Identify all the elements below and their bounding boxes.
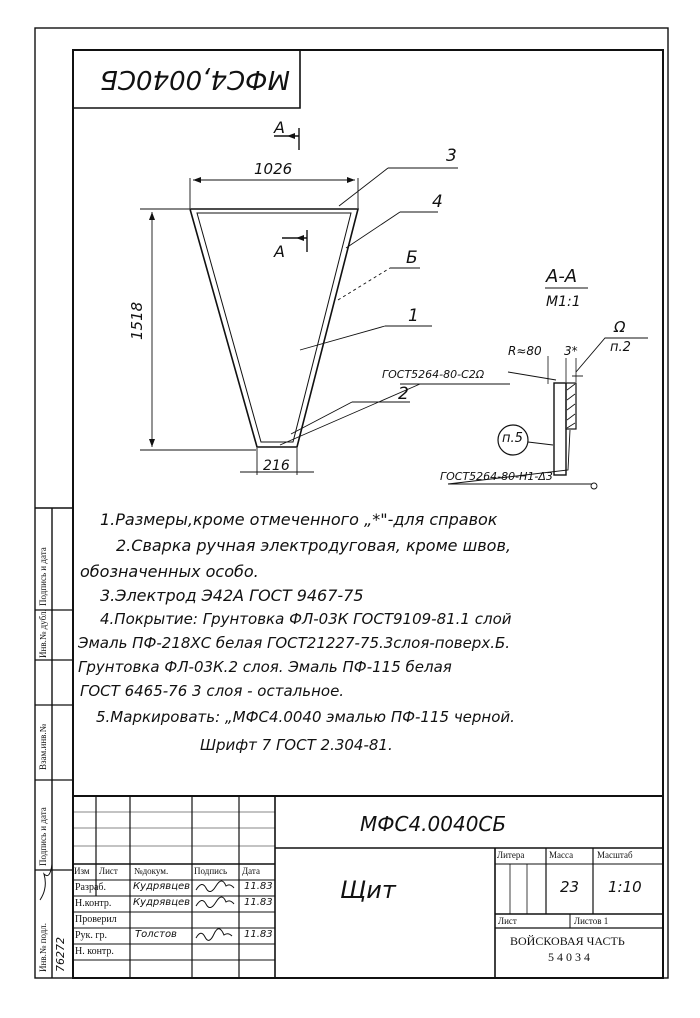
hdr-list: Лист	[99, 866, 118, 876]
callout-3: 3	[446, 146, 457, 166]
note-4d: ГОСТ 6465-76 3 слоя - остальное.	[80, 682, 345, 700]
role-razrab: Разраб.	[75, 882, 106, 893]
sig-date-1: 11.83	[244, 881, 273, 892]
weld-left-mark: Ω	[475, 368, 485, 381]
section-radius: R≈80	[508, 344, 542, 358]
section-gap: 3*	[564, 344, 578, 358]
sig-name-4: Толстов	[135, 929, 177, 940]
masshtab-value: 1:10	[608, 878, 642, 896]
part-name: Щит	[340, 876, 396, 904]
sig-name-1: Кудрявцев	[133, 881, 191, 892]
note-4: 4.Покрытие: Грунтовка ФЛ-03К ГОСТ9109-81.1 слой	[100, 610, 512, 628]
org-line-2: 5 4 0 3 4	[548, 950, 590, 964]
hdr-ndokum: №докум.	[134, 866, 169, 876]
section-omega-ref: п.2	[610, 340, 631, 355]
section-omega: Ω	[614, 318, 626, 336]
section-scale: М1:1	[546, 294, 581, 310]
note-5b: Шрифт 7 ГОСТ 2.304-81.	[200, 736, 393, 754]
weld-bottom-spec: ГОСТ5264-80-Н1-Δ3	[440, 470, 553, 483]
strip-label-inv-dubl: Инв.№ дубл.	[38, 609, 48, 658]
strip-label-vzam: Взам.инв.№	[38, 723, 48, 770]
label-list: Лист	[498, 916, 517, 926]
note-4b: Эмаль ПФ-218ХС белая ГОСТ21227-75.3слоя-поверх.Б.	[78, 634, 511, 652]
note-2b: обозначенных особо.	[80, 562, 259, 581]
sig-date-4: 11.83	[244, 929, 273, 940]
strip-label-inv-podl: Инв.№ подл.	[38, 922, 48, 972]
label-masshtab: Масштаб	[597, 850, 633, 860]
callout-1: 1	[408, 306, 419, 326]
role-nkontr2: Н. контр.	[75, 946, 114, 957]
section-title: А-А	[546, 266, 578, 287]
hdr-data: Дата	[242, 866, 260, 876]
org-line-1: ВОЙСКОВАЯ ЧАСТЬ	[510, 934, 625, 948]
section-circle-ref: п.5	[502, 431, 523, 446]
role-rukgr: Рук. гр.	[75, 930, 108, 941]
strip-label-sign-date-top: Подпись и дата	[38, 547, 48, 606]
note-2: 2.Сварка ручная электродуговая, кроме швов,	[116, 536, 511, 555]
callout-2: 2	[398, 384, 409, 404]
note-1: 1.Размеры,кроме отмеченного „*"-для справок	[100, 510, 498, 529]
strip-inv-number: 76272	[54, 937, 67, 972]
section-plate	[554, 383, 566, 475]
note-5: 5.Маркировать: „МФС4.0040 эмалью ПФ-115 черной.	[96, 708, 515, 726]
role-proveril: Проверил	[75, 914, 117, 925]
massa-value: 23	[560, 878, 580, 896]
note-4c: Грунтовка ФЛ-03К.2 слоя. Эмаль ПФ-115 белая	[78, 658, 452, 676]
hdr-podp: Подпись	[194, 866, 228, 876]
role-nkontr: Н.контр.	[75, 898, 112, 909]
dim-bottom: 216	[263, 458, 290, 474]
label-listov: Листов 1	[574, 916, 609, 926]
label-massa: Масса	[549, 850, 574, 860]
sig-name-2: Кудрявцев	[133, 897, 191, 908]
section-mark-bottom: А	[274, 242, 285, 261]
label-litera: Литера	[497, 850, 525, 860]
note-3: 3.Электрод Э42А ГОСТ 9467-75	[100, 586, 364, 605]
top-mirrored-code: МФС4,0040СБ	[100, 64, 290, 94]
weld-left-spec: ГОСТ5264-80-С2Ω	[382, 368, 485, 381]
callout-B: Б	[406, 248, 418, 268]
listov-value: 1	[603, 916, 609, 926]
dim-height: 1518	[128, 301, 146, 340]
callout-4: 4	[432, 192, 443, 212]
doc-code: МФС4.0040СБ	[360, 812, 507, 836]
strip-label-sign-date-bottom: Подпись и дата	[38, 807, 48, 866]
section-mark-top: А	[274, 118, 285, 137]
dim-top: 1026	[254, 160, 293, 178]
hdr-izm: Изм	[74, 866, 90, 876]
sig-date-2: 11.83	[244, 897, 273, 908]
